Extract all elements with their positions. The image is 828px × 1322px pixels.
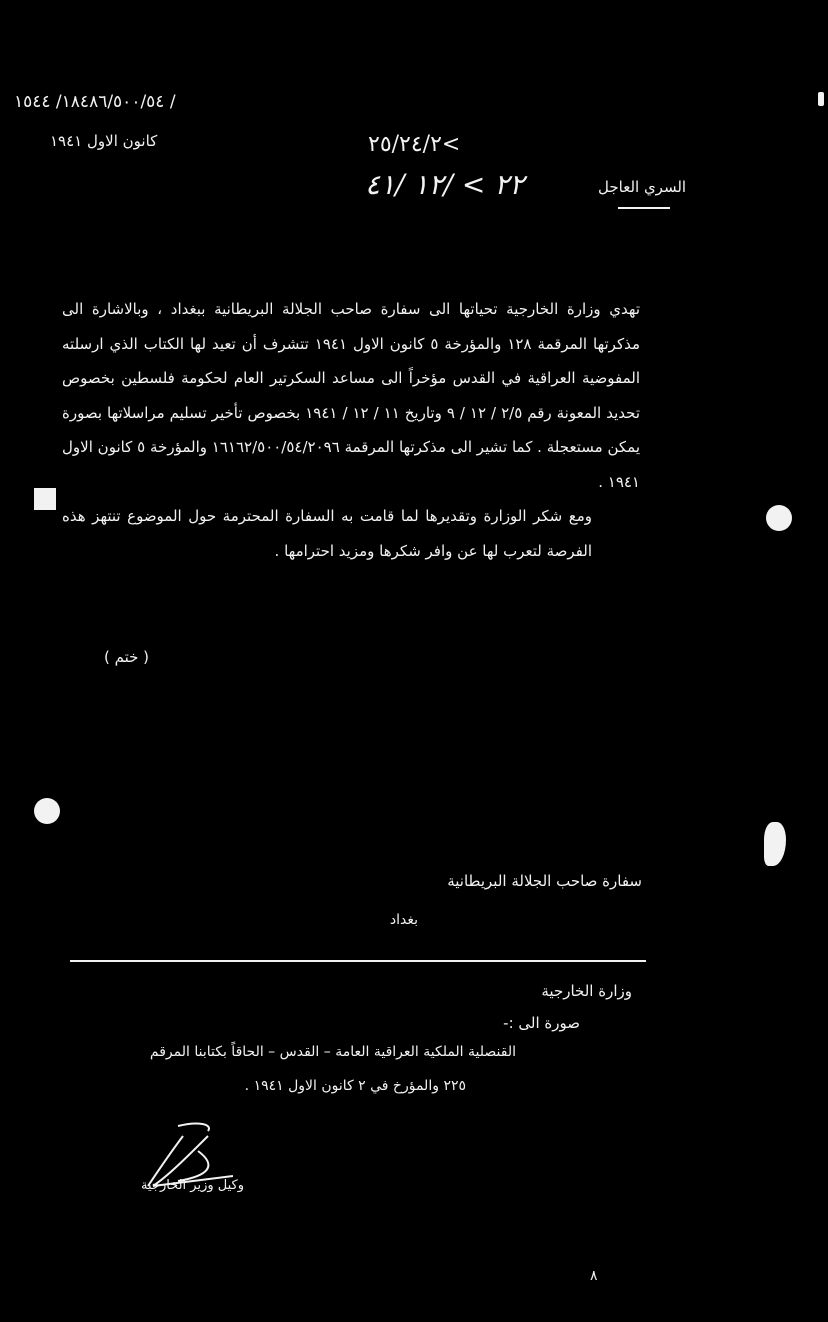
copy-ministry: وزارة الخارجية <box>541 982 632 1000</box>
edge-mark <box>818 92 824 106</box>
reference-number: ١٨٤٨٦/٥٠٠/٥٤/ ١٥٤٤ / <box>14 92 176 112</box>
square-mark <box>34 488 56 510</box>
copy-to-label: صورة الى :- <box>503 1014 580 1032</box>
copy-consulate-line: القنصلية الملكية العراقية العامة – القدس – الحاقاً بكتابنا المرقم <box>149 1044 516 1060</box>
letter-body <box>62 292 640 568</box>
separator-line <box>70 960 646 962</box>
classification-underline <box>618 207 670 209</box>
document-date: كانون الاول ١٩٤١ <box>50 132 158 150</box>
page-number: ٨ <box>590 1268 598 1284</box>
classification-label: السري العاجل <box>598 178 687 196</box>
addressee-embassy: سفارة صاحب الجلالة البريطانية <box>447 872 642 890</box>
edge-mark-lower <box>764 822 786 866</box>
seal-placeholder: ( ختم ) <box>104 648 150 666</box>
body-paragraph-1: تهدي وزارة الخارجية تحياتها الى سفارة صاحب الجلالة البريطانية ببغداد ، وبالاشارة الى مذكرتها المرقمة ١٢٨ والمؤرخة ٥ كانون الاول ١٩٤١ تتشرف أن تعيد لها الكتاب الذي ارسلته المفوضية العراقية في القدس مؤخراً الى مساعد السكرتير العام لحكومة فلسطين بخصوص تحديد المعونة رقم ٢/٥ / ١٢ / ٩ وتاريخ ١١ / ١٢ / ١٩٤١ بخصوص تأخير تسليم مراسلاتها بصورة يمكن مستعجلة . كما تشير الى مذكرتها المرقمة ١٦١٦٢/٥٠٠/٥٤/٢٠٩٦ والمؤرخة ٥ كانون الاول ١٩٤١ . <box>62 300 641 491</box>
punch-hole-left <box>34 798 60 824</box>
handwritten-ref-1: ٢٥/٢٤/٢< <box>368 132 461 157</box>
addressee-city: بغداد <box>389 912 418 928</box>
handwritten-ref-2: ٢٢ > /١٢ /٤١ <box>365 168 525 201</box>
signatory-title: وكيل وزير الخارجية <box>141 1178 244 1193</box>
body-paragraph-2: ومع شكر الوزارة وتقديرها لما قامت به السفارة المحترمة حول الموضوع تنتهز هذه الفرصة لتعرب لها عن وافر شكرها ومزيد احترامها . <box>62 507 592 560</box>
copy-dated-line: ٢٢٥ والمؤرخ في ٢ كانون الاول ١٩٤١ . <box>244 1078 466 1094</box>
punch-hole-right <box>766 505 792 531</box>
